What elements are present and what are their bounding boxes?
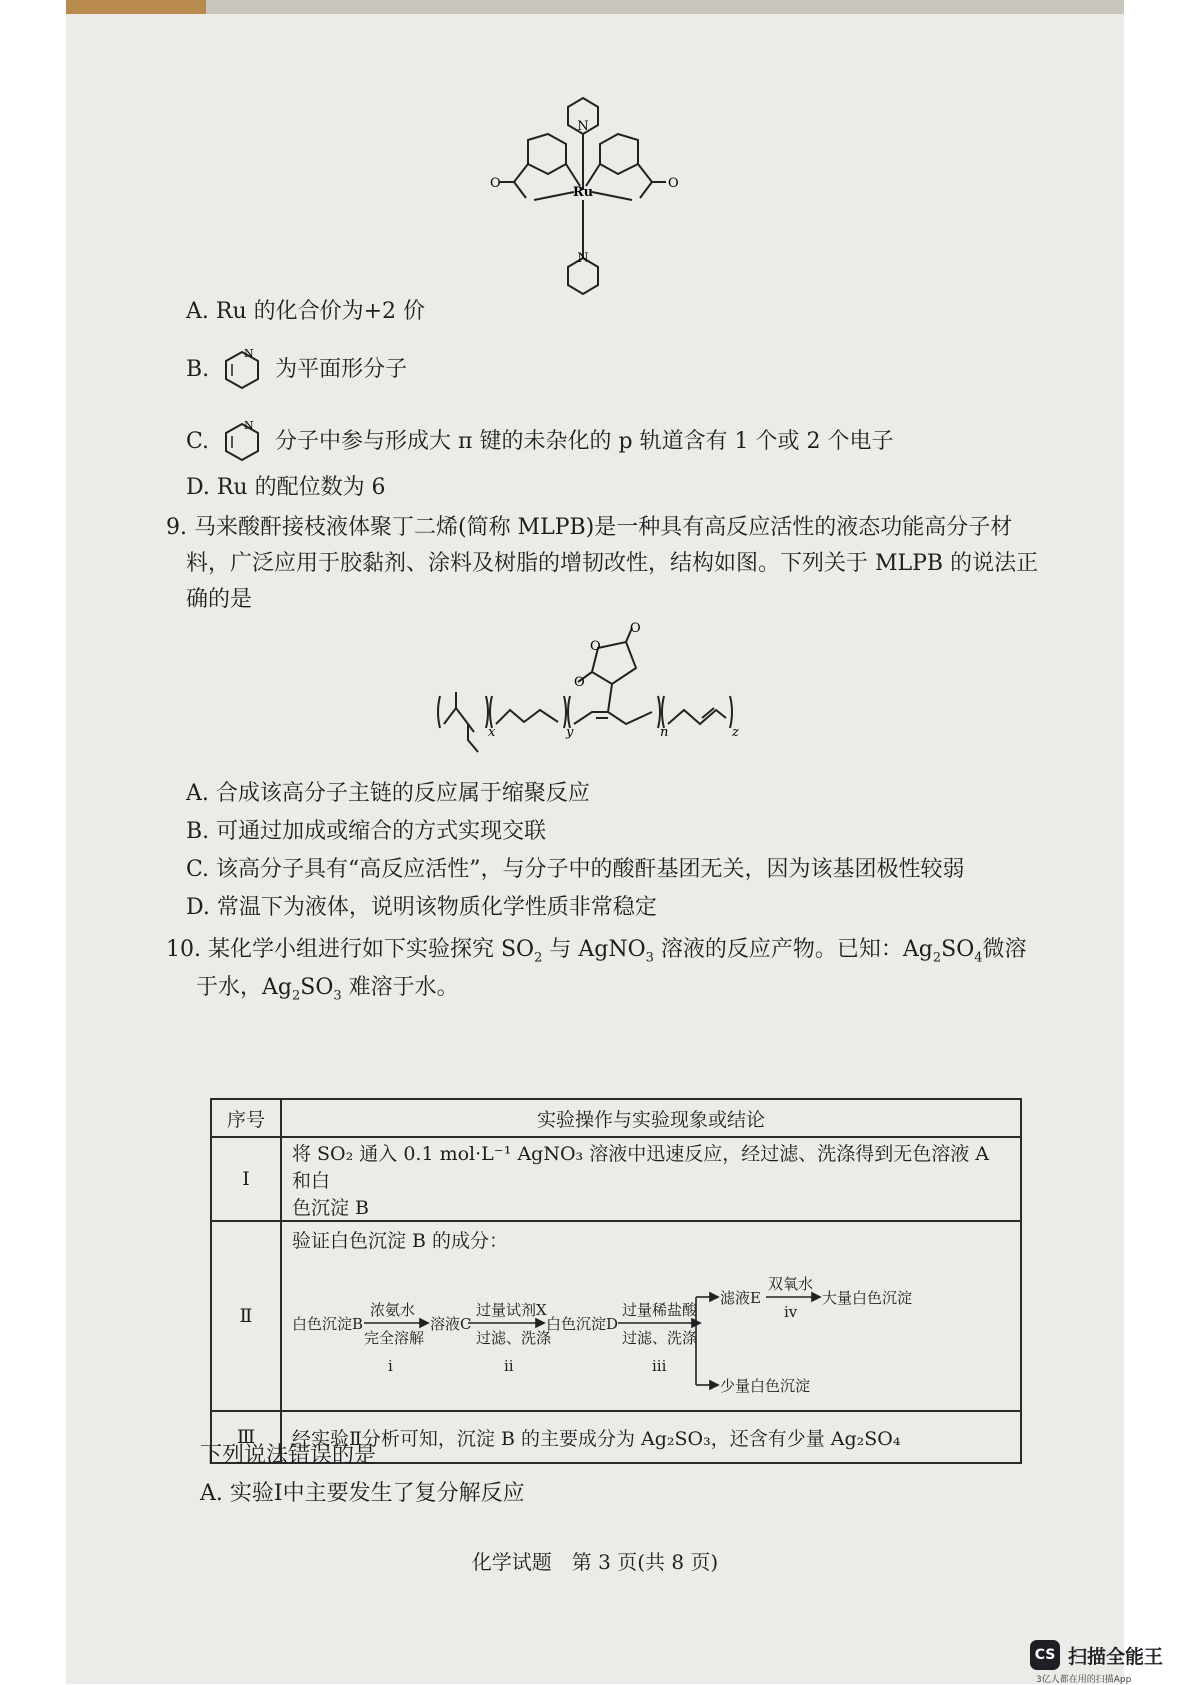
flow-step1-label: i [388,1356,393,1375]
q8-option-c [186,418,894,466]
flow-step2-condition: 过滤、洗涤 [476,1328,552,1347]
experiment-table [210,1098,1022,1464]
page-footer: 化学试题 第 3 页(共 8 页) [471,1550,719,1574]
q8-option-b [186,346,407,394]
flow-step4-reagent: 双氧水 [768,1274,814,1293]
subscript-x: x [488,725,496,740]
flow-precipitate-d: 白色沉淀D [546,1314,619,1333]
scan-top-edge [66,0,1124,14]
watermark-brand: 扫描全能王 [1068,1646,1164,1668]
header-content: 实验操作与实验现象或结论 [281,1099,1021,1137]
q8-option-c-prefix: C. [186,429,210,454]
scanner-watermark [1030,1640,1180,1685]
q8-option-b-text: 为平面形分子 [275,357,408,382]
watermark-tagline: 3亿人都在用的扫描App [1036,1675,1132,1685]
row-index: Ⅰ [211,1137,281,1221]
svg-text:N: N [244,419,254,432]
q9-option-b: B. 可通过加成或缩合的方式实现交联 [186,819,547,844]
table-header-row [211,1099,1021,1137]
q10-question: 下列说法错误的是 [200,1443,377,1468]
mlpb-o-left: O [574,675,585,690]
table-row [211,1137,1021,1221]
subscript-y: y [566,725,574,740]
q8-option-b-prefix: B. [186,357,210,382]
mlpb-o-top: O [630,622,641,636]
row1-content: 将 SO₂ 通入 0.1 mol·L⁻¹ AgNO₃ 溶液中迅速反应，经过滤、洗涤得到无色溶液 A 和白 色沉淀 B [281,1137,1021,1221]
flow-step2-reagent: 过量试剂X [476,1300,547,1319]
q8-option-d: D. Ru 的配位数为 6 [186,475,386,500]
flow-step4-label: iv [784,1302,798,1321]
ru-o-right: O [668,176,679,191]
ru-center: Ru [572,185,594,200]
q10-stem-line2: 于水，$Ag_2SO_3$ 难溶于水。 [196,975,459,1004]
q9-option-c: C. 该高分子具有“高反应活性”，与分子中的酸酐基团无关，因为该基团极性较弱 [186,857,965,882]
flow-filtrate-e: 滤液E [720,1288,761,1307]
pyridine-icon [220,418,264,466]
camscanner-logo-icon: CS [1030,1640,1060,1670]
q9-option-a: A. 合成该高分子主链的反应属于缩聚反应 [186,781,590,806]
subscript-n: n [660,725,669,740]
ru-top-n: N [577,119,589,134]
row-index: Ⅱ [211,1221,281,1411]
flow-start: 白色沉淀B [292,1314,364,1333]
ru-bottom-n: N [577,251,589,266]
header-index: 序号 [211,1099,281,1137]
q9-stem-line3: 确的是 [186,587,253,612]
svg-text:N: N [244,347,254,360]
q8-option-c-text: 分子中参与形成大 π 键的未杂化的 p 轨道含有 1 个或 2 个电子 [275,429,894,454]
flow-solution-c: 溶液C [430,1314,472,1333]
experiment-flowchart [292,1257,1010,1407]
mlpb-structure [426,622,746,772]
row-index: Ⅲ [211,1411,281,1463]
q8-option-a: A. Ru 的化合价为+2 价 [186,299,426,324]
mlpb-o-ring: O [590,639,601,654]
flow-step2-label: ii [504,1356,514,1375]
q10-stem-line1: 10. 某化学小组进行如下实验探究 $SO_2$ 与 AgNO$_3$ 溶液的反应产物。已知：$Ag_2SO_4$微溶 [166,937,1027,966]
ru-complex-structure [470,90,710,300]
subscript-z: z [732,725,739,740]
q9-stem-line1: 9. 马来酸酐接枝液体聚丁二烯(简称 MLPB)是一种具有高反应活性的液态功能高分子材 [166,515,1013,540]
row3-content: 经实验Ⅱ分析可知，沉淀 B 的主要成分为 Ag₂SO₃，还含有少量 Ag₂SO₄ [281,1411,1021,1463]
row2-content: 验证白色沉淀 B 的成分： 白色沉淀B 浓氨水 完全溶解 i 溶液C 过量试剂X 过滤、洗涤 ii 白色沉淀D 过量稀盐酸 过滤、洗涤 iii 滤液E 双氧水 iv 大量白色沉淀 少量白色沉淀 [281,1221,1021,1411]
flow-step1-condition: 完全溶解 [364,1328,425,1347]
flow-step3-label: iii [652,1356,667,1375]
ru-o-left: O [490,176,501,191]
q9-option-d: D. 常温下为液体，说明该物质化学性质非常稳定 [186,895,657,920]
table-row [211,1221,1021,1411]
q9-stem-line2: 料，广泛应用于胶黏剂、涂料及树脂的增韧改性，结构如图。下列关于 MLPB 的说法正 [186,551,1039,576]
flow-step3-condition: 过滤、洗涤 [622,1328,698,1347]
pyridine-icon [220,346,264,394]
q10-option-a: A. 实验Ⅰ中主要发生了复分解反应 [200,1481,525,1506]
flow-step1-reagent: 浓氨水 [370,1300,416,1319]
flow-result-small: 少量白色沉淀 [720,1376,811,1395]
flow-result-large: 大量白色沉淀 [822,1288,913,1307]
flow-step3-reagent: 过量稀盐酸 [622,1300,698,1319]
